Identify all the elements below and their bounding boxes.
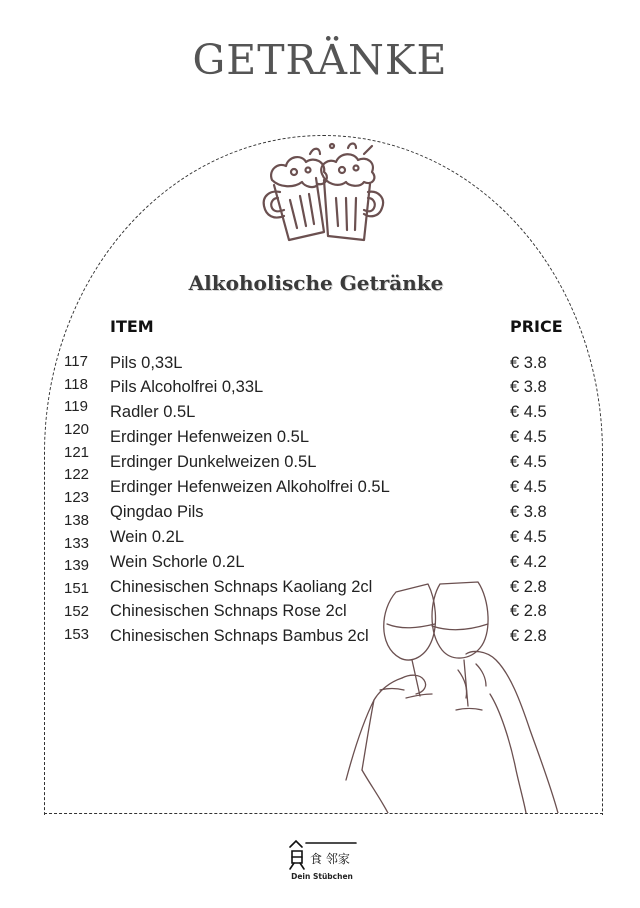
item-number: 133 — [64, 535, 90, 552]
item-number: 123 — [64, 489, 90, 506]
item-number: 139 — [64, 557, 90, 574]
list-item-price: € 2.8 — [510, 602, 547, 620]
item-column-header: ITEM — [110, 317, 154, 336]
price-column-header: PRICE — [510, 317, 563, 336]
list-item-price: € 4.5 — [510, 528, 547, 546]
item-number: 122 — [64, 466, 90, 483]
logo-caption: Dein Stübchen — [291, 872, 353, 881]
beer-mugs-toast-icon — [244, 140, 396, 255]
wine-glasses-toast-icon — [340, 570, 580, 813]
list-item-name: Radler 0.5L — [110, 403, 196, 421]
list-item-name: Wein 0.2L — [110, 528, 184, 546]
item-number: 117 — [64, 353, 88, 370]
page-title: GETRÄNKE — [192, 36, 448, 84]
menu-arch-bottom — [44, 813, 603, 814]
list-item-name: Wein Schorle 0.2L — [110, 553, 245, 571]
item-number: 118 — [64, 376, 88, 393]
item-number: 120 — [64, 421, 90, 438]
list-item-price: € 2.8 — [510, 578, 547, 596]
item-number: 121 — [64, 444, 90, 461]
list-item-price: € 4.5 — [510, 403, 547, 421]
section-title: Alkoholische Getränke — [188, 271, 444, 295]
list-item-name: Pils 0,33L — [110, 354, 183, 372]
list-item-name: Chinesischen Schnaps Rose 2cl — [110, 602, 347, 620]
list-item-price: € 3.8 — [510, 354, 547, 372]
list-item-name: Pils Alcoholfrei 0,33L — [110, 378, 264, 396]
list-item-name: Erdinger Dunkelweizen 0.5L — [110, 453, 317, 471]
list-item-price: € 2.8 — [510, 627, 547, 645]
list-item-price: € 3.8 — [510, 378, 547, 396]
list-item-price: € 3.8 — [510, 503, 547, 521]
list-item-price: € 4.2 — [510, 553, 547, 571]
list-item-price: € 4.5 — [510, 428, 547, 446]
item-number: 151 — [64, 580, 90, 597]
list-item-price: € 4.5 — [510, 478, 547, 496]
list-item-price: € 4.5 — [510, 453, 547, 471]
item-number: 153 — [64, 626, 90, 643]
item-number: 119 — [64, 398, 88, 415]
item-number: 138 — [64, 512, 90, 529]
logo-chinese-text: 食 邻家 — [310, 852, 350, 866]
list-item-name: Qingdao Pils — [110, 503, 204, 521]
item-number: 152 — [64, 603, 90, 620]
list-item-name: Chinesischen Schnaps Kaoliang 2cl — [110, 578, 373, 596]
list-item-name: Chinesischen Schnaps Bambus 2cl — [110, 627, 369, 645]
list-item-name: Erdinger Hefenweizen 0.5L — [110, 428, 310, 446]
list-item-name: Erdinger Hefenweizen Alkoholfrei 0.5L — [110, 478, 390, 496]
